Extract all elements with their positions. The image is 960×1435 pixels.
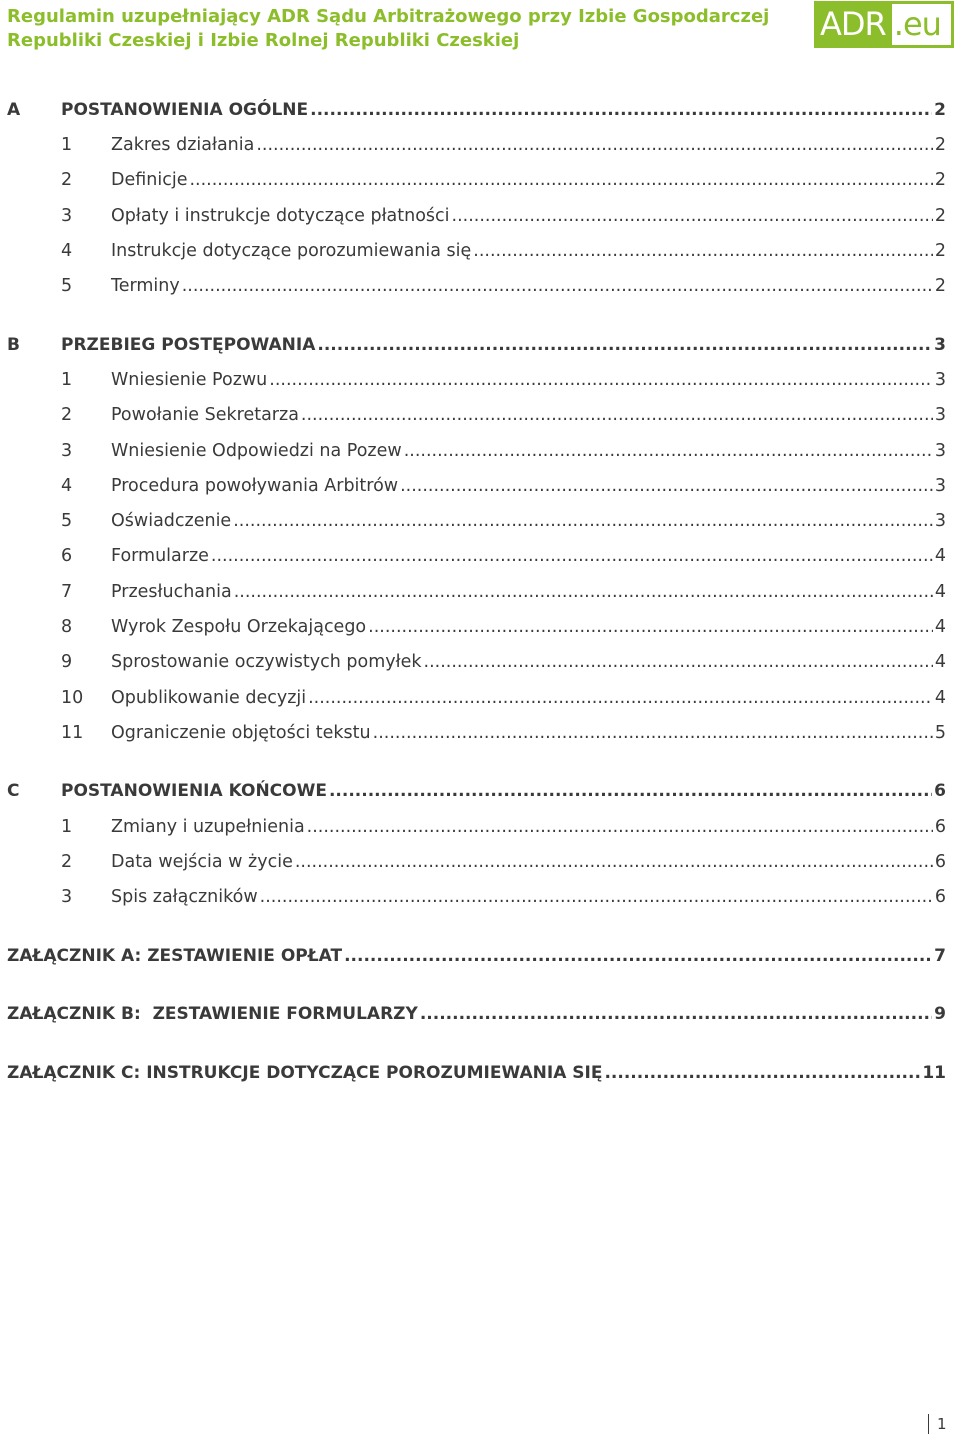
- toc-item[interactable]: [61, 403, 946, 427]
- toc-item-number: 11: [61, 723, 84, 743]
- toc-item[interactable]: [61, 204, 946, 228]
- toc-item-label: Instrukcje dotyczące porozumiewania się: [111, 241, 472, 261]
- toc-item-label: Wyrok Zespołu Orzekającego: [111, 617, 367, 637]
- toc-item[interactable]: [61, 615, 946, 639]
- toc-leader-dots: [424, 650, 933, 674]
- toc-section-label: POSTANOWIENIA OGÓLNE: [61, 100, 309, 120]
- toc-item[interactable]: [61, 544, 946, 568]
- toc-leader-dots: [368, 615, 933, 639]
- toc-item-number: 3: [61, 441, 73, 461]
- toc-page-number: 4: [934, 582, 946, 602]
- toc-item-number: 3: [61, 206, 73, 226]
- toc-item[interactable]: [61, 239, 946, 263]
- toc-page-number: 2: [934, 241, 946, 261]
- toc-leader-dots: [373, 721, 933, 745]
- toc-item-label: Definicje: [111, 170, 188, 190]
- toc-annex-label: ZAŁĄCZNIK B: ZESTAWIENIE FORMULARZY: [7, 1004, 418, 1024]
- toc-leader-dots: [329, 779, 932, 803]
- toc-item-label: Opublikowanie decyzji: [111, 688, 307, 708]
- document-header-title: [7, 5, 787, 53]
- toc-section-label: POSTANOWIENIA KOŃCOWE: [61, 781, 327, 801]
- toc-item-number: 4: [61, 241, 73, 261]
- toc-item-label: Wniesienie Odpowiedzi na Pozew: [111, 441, 402, 461]
- toc-item-number: 8: [61, 617, 73, 637]
- toc-item-label: Data wejścia w życie: [111, 852, 293, 872]
- toc-item-number: 9: [61, 652, 73, 672]
- toc-leader-dots: [344, 944, 932, 968]
- toc-page-number: 2: [934, 206, 946, 226]
- toc-item[interactable]: [61, 850, 946, 874]
- toc-item-number: 3: [61, 887, 73, 907]
- toc-item-label: Zakres działania: [111, 135, 255, 155]
- toc-page-number: 3: [934, 405, 946, 425]
- toc-item-label: Oświadczenie: [111, 511, 232, 531]
- toc-page-number: 6: [934, 781, 946, 801]
- adr-eu-logo: [814, 1, 954, 48]
- toc-page-number: 6: [934, 852, 946, 872]
- toc-section-c[interactable]: [7, 779, 946, 803]
- toc-annex-b[interactable]: [7, 1002, 946, 1026]
- toc-leader-dots: [269, 368, 933, 392]
- toc-item-number: 2: [61, 405, 73, 425]
- toc-item-number: 7: [61, 582, 73, 602]
- toc-item-label: Terminy: [111, 276, 180, 296]
- toc-page-number: 6: [934, 887, 946, 907]
- toc-item[interactable]: [61, 168, 946, 192]
- toc-item-number: 5: [61, 276, 73, 296]
- footer-page-number: 1: [928, 1414, 957, 1434]
- toc-leader-dots: [234, 580, 933, 604]
- toc-leader-dots: [400, 474, 933, 498]
- toc-item-number: 5: [61, 511, 73, 531]
- toc-section-b[interactable]: [7, 333, 946, 357]
- toc-leader-dots: [211, 544, 933, 568]
- toc-page-number: 11: [922, 1063, 946, 1083]
- toc-annex-label: ZAŁĄCZNIK C: INSTRUKCJE DOTYCZĄCE POROZUMIEWANIA SIĘ: [7, 1063, 603, 1083]
- toc-item-number: 1: [61, 370, 73, 390]
- toc-leader-dots: [260, 885, 933, 909]
- toc-leader-dots: [307, 815, 933, 839]
- toc-item-number: 10: [61, 688, 84, 708]
- toc-leader-dots: [404, 439, 933, 463]
- toc-section-letter: A: [7, 100, 21, 120]
- toc-item-label: Wniesienie Pozwu: [111, 370, 268, 390]
- toc-item[interactable]: [61, 721, 946, 745]
- toc-section-a[interactable]: [7, 98, 946, 122]
- toc-item-number: 2: [61, 852, 73, 872]
- toc-page-number: 2: [934, 100, 946, 120]
- toc-item[interactable]: [61, 509, 946, 533]
- toc-item-label: Opłaty i instrukcje dotyczące płatności: [111, 206, 450, 226]
- toc-page-number: 4: [934, 617, 946, 637]
- toc-item[interactable]: [61, 439, 946, 463]
- toc-annex-a[interactable]: [7, 944, 946, 968]
- toc-item[interactable]: [61, 815, 946, 839]
- toc-leader-dots: [308, 686, 933, 710]
- toc-leader-dots: [189, 168, 932, 192]
- header-title-line-2: Republiki Czeskiej i Izbie Rolnej Republiki Czeskiej: [7, 30, 520, 51]
- logo-eu-text: .eu: [892, 1, 954, 48]
- toc-page-number: 2: [934, 276, 946, 296]
- toc-page-number: 4: [934, 652, 946, 672]
- toc-page-number: 2: [934, 170, 946, 190]
- toc-item-label: Spis załączników: [111, 887, 258, 907]
- toc-page-number: 3: [934, 441, 946, 461]
- toc-item-label: Procedura powoływania Arbitrów: [111, 476, 399, 496]
- header-title-line-1: Regulamin uzupełniający ADR Sądu Arbitrażowego przy Izbie Gospodarczej: [7, 6, 770, 27]
- toc-item[interactable]: [61, 133, 946, 157]
- toc-item-number: 6: [61, 546, 73, 566]
- toc-leader-dots: [256, 133, 933, 157]
- toc-item[interactable]: [61, 686, 946, 710]
- toc-item[interactable]: [61, 274, 946, 298]
- toc-item-label: Powołanie Sekretarza: [111, 405, 299, 425]
- toc-page-number: 7: [934, 946, 946, 966]
- toc-page-number: 5: [934, 723, 946, 743]
- toc-item-number: 4: [61, 476, 73, 496]
- toc-item[interactable]: [61, 650, 946, 674]
- toc-page-number: 4: [934, 546, 946, 566]
- toc-page-number: 3: [934, 370, 946, 390]
- toc-page-number: 3: [934, 511, 946, 531]
- toc-item-number: 2: [61, 170, 73, 190]
- toc-item-label: Zmiany i uzupełnienia: [111, 817, 305, 837]
- toc-leader-dots: [310, 98, 932, 122]
- toc-leader-dots: [233, 509, 933, 533]
- toc-annex-label: ZAŁĄCZNIK A: ZESTAWIENIE OPŁAT: [7, 946, 343, 966]
- toc-item-label: Ograniczenie objętości tekstu: [111, 723, 371, 743]
- toc-item[interactable]: [61, 885, 946, 909]
- toc-leader-dots: [420, 1002, 932, 1026]
- toc-leader-dots: [452, 204, 933, 228]
- toc-annex-c[interactable]: [7, 1061, 946, 1085]
- toc-leader-dots: [301, 403, 933, 427]
- toc-item[interactable]: [61, 580, 946, 604]
- toc-item[interactable]: [61, 474, 946, 498]
- toc-page-number: 2: [934, 135, 946, 155]
- toc-item-label: Formularze: [111, 546, 209, 566]
- toc-section-letter: C: [7, 781, 20, 801]
- toc-page-number: 3: [934, 335, 946, 355]
- toc-section-label: PRZEBIEG POSTĘPOWANIA: [61, 335, 316, 355]
- toc-item-label: Przesłuchania: [111, 582, 232, 602]
- toc-page-number: 6: [934, 817, 946, 837]
- toc-leader-dots: [182, 274, 933, 298]
- toc-page-number: 4: [934, 688, 946, 708]
- toc-item-number: 1: [61, 135, 73, 155]
- toc-page-number: 9: [934, 1004, 946, 1024]
- toc-item[interactable]: [61, 368, 946, 392]
- toc-page-number: 3: [934, 476, 946, 496]
- toc-leader-dots: [295, 850, 933, 874]
- toc-leader-dots: [473, 239, 933, 263]
- toc-leader-dots: [604, 1061, 920, 1085]
- toc-item-number: 1: [61, 817, 73, 837]
- logo-adr-text: ADR: [814, 1, 892, 48]
- toc-leader-dots: [317, 333, 932, 357]
- toc-section-letter: B: [7, 335, 20, 355]
- toc-item-label: Sprostowanie oczywistych pomyłek: [111, 652, 422, 672]
